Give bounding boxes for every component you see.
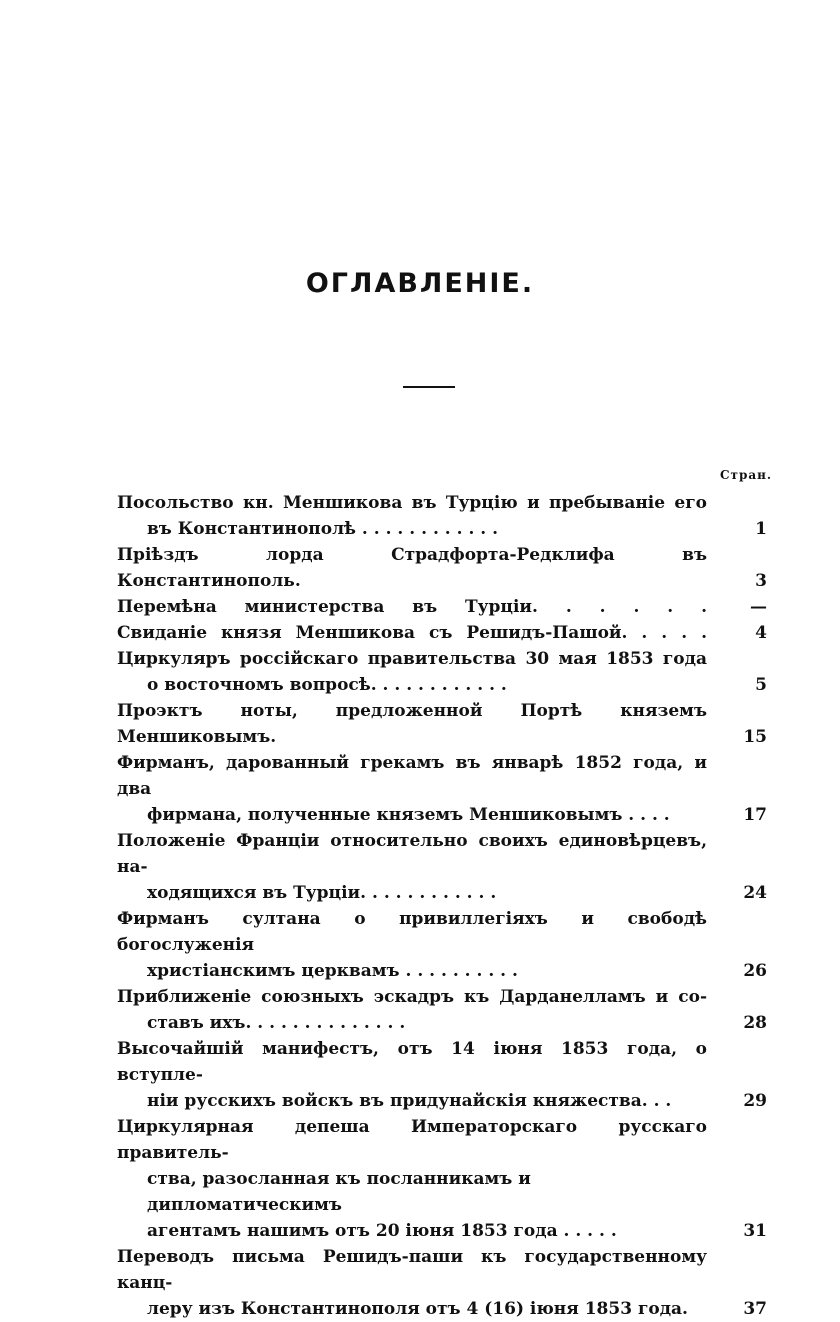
toc-entry-line: ства, разосланная къ посланникамъ и дипломатическимъ — [147, 1169, 531, 1215]
toc-entry — [117, 828, 767, 906]
toc-entry-line: ставъ ихъ. . . . . . . . . . . . . . — [147, 1013, 406, 1033]
toc-entry-title — [117, 698, 707, 750]
toc-entry — [117, 698, 767, 750]
toc-entry-line: о восточномъ вопросѣ. . . . . . . . . . . . — [147, 675, 507, 695]
toc-entry-title — [117, 646, 707, 698]
page-column-header: Стран. — [720, 468, 773, 482]
toc-entry-line: леру изъ Константинополя отъ 4 (16) іюня 1853 года. — [147, 1299, 688, 1319]
toc-entry-page-number: 4 — [755, 623, 767, 643]
toc-entry-page-number: 26 — [743, 961, 767, 981]
toc-entry — [117, 1114, 767, 1244]
toc-entry-line: въ Константинополѣ . . . . . . . . . . . . — [147, 519, 499, 539]
toc-entry-title — [117, 750, 707, 828]
page-title: ОГЛАВЛЕНІЕ. — [305, 268, 535, 299]
toc-entry-line: Циркуляръ россійскаго правительства 30 мая 1853 года — [117, 649, 707, 669]
toc-entry-title — [117, 620, 707, 646]
toc-entry-page-number: 24 — [743, 883, 767, 903]
toc-entry-title — [117, 490, 707, 542]
toc-entry-title — [117, 984, 707, 1036]
toc-entry-line: Переводъ письма Решидъ-паши къ государственному канц- — [117, 1247, 707, 1293]
toc-entry-page-number: 1 — [755, 519, 767, 539]
toc-entry-line: Перемѣна министерства въ Турціи. . . . . . — [117, 597, 707, 617]
toc-entry — [117, 646, 767, 698]
toc-entry-line: Приближеніе союзныхъ эскадръ къ Дарданелламъ и со- — [117, 987, 707, 1007]
toc-entry-line: ходящихся въ Турціи. . . . . . . . . . . . — [147, 883, 497, 903]
title-rule — [403, 386, 455, 388]
toc-entry-page-number: 5 — [755, 675, 767, 695]
toc-entry-line: фирмана, полученные княземъ Меншиковымъ . . . . — [147, 805, 670, 825]
toc-entry-page-number: 28 — [743, 1013, 767, 1033]
toc-entry-line: Циркулярная депеша Императорскаго русскаго правитель- — [117, 1117, 707, 1163]
toc-entry-line: Фирманъ султана о привиллегіяхъ и свободѣ богослуженія — [117, 909, 707, 955]
toc-entry-title — [117, 1114, 707, 1244]
toc-entry — [117, 620, 767, 646]
toc-entry — [117, 750, 767, 828]
toc-entry-title — [117, 1244, 707, 1322]
toc-entry-page-number: 15 — [743, 727, 767, 747]
toc-entry — [117, 594, 767, 620]
toc-entry-line: Пріѣздъ лорда Страдфорта-Редклифа въ Константинополь. — [117, 545, 707, 591]
toc-entry — [117, 1244, 767, 1322]
toc-entry-page-number: — — [750, 597, 767, 617]
toc-entry-line: Высочайшій манифестъ, отъ 14 іюня 1853 года, о вступле- — [117, 1039, 707, 1085]
toc-entry-page-number: 37 — [743, 1299, 767, 1319]
toc-entry-title — [117, 542, 707, 594]
toc-entry-line: агентамъ нашимъ отъ 20 іюня 1853 года . . . . . — [147, 1221, 617, 1241]
toc-entry-page-number: 3 — [755, 571, 767, 591]
toc-entry-line: ніи русскихъ войскъ въ придунайскія княжества. . . — [147, 1091, 672, 1111]
table-of-contents — [117, 490, 767, 1322]
toc-entry-line: Проэктъ ноты, предложенной Портѣ княземъ Меншиковымъ. — [117, 701, 707, 747]
toc-entry-title — [117, 906, 707, 984]
toc-entry-title — [117, 594, 707, 620]
toc-entry — [117, 906, 767, 984]
toc-entry-page-number: 17 — [743, 805, 767, 825]
toc-entry — [117, 1036, 767, 1114]
toc-entry — [117, 490, 767, 542]
toc-entry-title — [117, 828, 707, 906]
toc-entry-line: Свиданіе князя Меншикова съ Решидъ-Пашой. . . . . — [117, 623, 707, 643]
toc-entry-page-number: 29 — [743, 1091, 767, 1111]
toc-entry-line: Положеніе Франціи относительно своихъ единовѣрцевъ, на- — [117, 831, 707, 877]
toc-entry-line: христіанскимъ церквамъ . . . . . . . . . . — [147, 961, 518, 981]
toc-entry — [117, 984, 767, 1036]
toc-entry-line: Посольство кн. Меншикова въ Турцію и пребываніе его — [117, 493, 707, 513]
toc-entry-line: Фирманъ, дарованный грекамъ въ январѣ 1852 года, и два — [117, 753, 707, 799]
toc-entry-title — [117, 1036, 707, 1114]
toc-entry — [117, 542, 767, 594]
toc-entry-page-number: 31 — [743, 1221, 767, 1241]
